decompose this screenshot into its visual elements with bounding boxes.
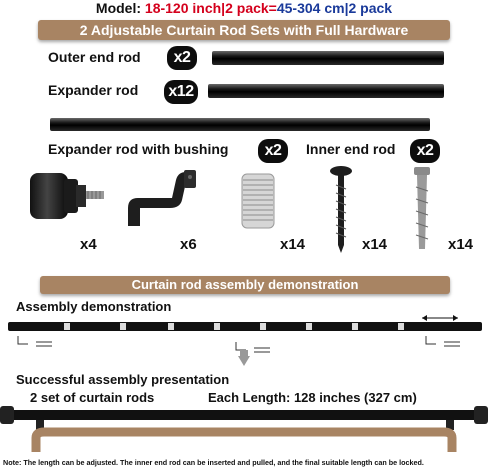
inner-end-rod-label: Inner end rod [306,141,396,157]
sets-text: 2 set of curtain rods [30,390,155,405]
expander-bushing-label: Expander rod with bushing [48,141,229,157]
expander-rod-label: Expander rod [48,82,139,98]
final-rods-diagram [0,404,488,454]
model-cm: 45-304 cm|2 pack [276,0,393,16]
bracket-icon [120,168,198,232]
outer-end-rod-qty: x2 [167,46,197,70]
finial-icon [28,165,108,227]
inner-end-rod-qty: x2 [410,139,440,163]
demo-banner [40,276,450,294]
anchor-icon [410,165,434,255]
outer-end-rod-label: Outer end rod [48,49,141,65]
screw-icon [328,165,354,255]
length-text: Each Length: 128 inches (327 cm) [208,390,417,405]
footer-note: Note: The length can be adjusted. The inner end rod can be inserted and pulled, and the final suitable length can be locked. [3,458,424,467]
model-title [0,0,488,16]
anchor-qty: x14 [448,236,474,253]
sets-banner [38,20,450,40]
assembly-heading: Assembly demonstration [16,299,172,314]
expander-rod-image-1 [208,84,444,98]
model-range: 18-120 inch|2 pack= [144,0,277,16]
sets-banner-text: 2 Adjustable Curtain Rod Sets with Full Hardware [79,22,409,38]
model-label: Model: [95,0,142,16]
finial-qty: x4 [80,236,97,253]
bushing-qty: x14 [280,236,306,253]
expander-rod-qty: x12 [164,80,198,104]
bracket-qty: x6 [180,236,197,253]
outer-end-rod-image [212,51,444,65]
success-heading: Successful assembly presentation [16,372,230,387]
bushing-icon [240,172,276,230]
assembly-rod-diagram [6,314,486,370]
expander-rod-image-2 [50,118,430,131]
expander-bushing-qty: x2 [258,139,288,163]
screw-qty: x14 [362,236,388,253]
demo-banner-text: Curtain rod assembly demonstration [131,277,359,292]
